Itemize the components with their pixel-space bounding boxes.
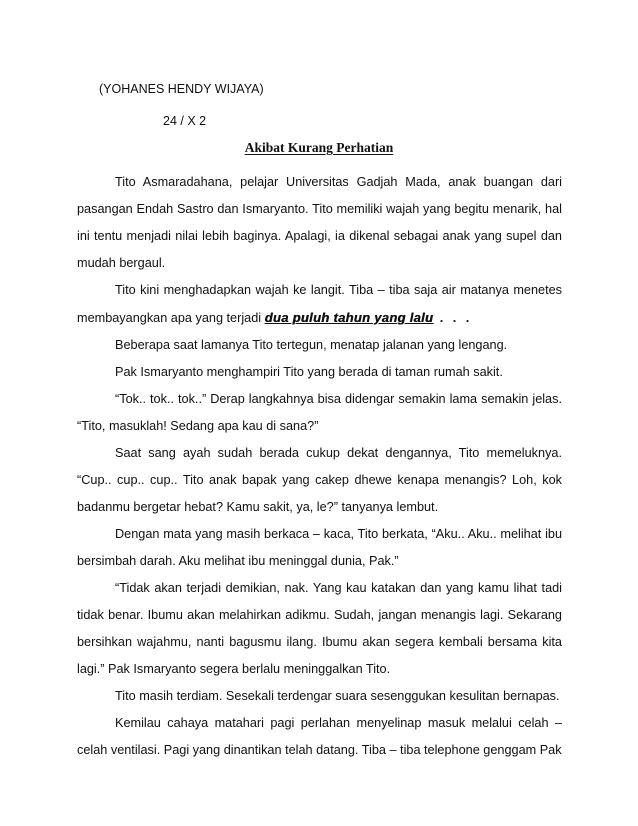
paragraph-3: Beberapa saat lamanya Tito tertegun, menatap jalanan yang lengang. bbox=[115, 338, 508, 352]
story-body bbox=[77, 169, 562, 764]
paragraph-7: Dengan mata yang masih berkaca – kaca, Tito berkata, “Aku.. Aku.. melihat ibu bersimbah darah. Aku melihat ibu meninggal dunia, Pak.” bbox=[77, 527, 562, 568]
paragraph-6: Saat sang ayah sudah berada cukup dekat dengannya, Tito memeluknya. “Cup.. cup.. cup.. Tito anak bapak yang cakep dhewe kenapa menangis? Loh, kok badanmu bergetar hebat? Kamu sakit, ya, le?” tanyanya lembut. bbox=[77, 446, 562, 514]
class-number: 24 / X 2 bbox=[163, 114, 207, 128]
paragraph-10: Kemilau cahaya matahari pagi perlahan menyelinap masuk melalui celah – celah ventilasi. Pagi yang dinantikan telah datang. Tiba – tiba telephone genggam Pak bbox=[77, 716, 562, 757]
paragraph-5: “Tok.. tok.. tok..” Derap langkahnya bisa didengar semakin lama semakin jelas. “Tito, masuklah! Sedang apa kau di sana?” bbox=[77, 392, 562, 433]
paragraph-2-text: Tito kini menghadapkan wajah ke langit. Tiba – tiba saja air matanya menetes membayangkan apa yang terjadi bbox=[77, 283, 562, 325]
paragraph-9: Tito masih terdiam. Sesekali terdengar suara sesenggukan kesulitan bernapas. bbox=[115, 689, 560, 703]
paragraph-2 bbox=[77, 277, 562, 332]
paragraph-8: “Tidak akan terjadi demikian, nak. Yang kau katakan dan yang kamu lihat tadi tidak benar. Ibumu akan melahirkan adikmu. Sudah, jangan menangis lagi. Sekarang bersihkan wajahmu, nanti bagusmu ilang. Ibumu akan segera kembali bersama kita lagi.” Pak Ismaryanto segera berlalu meninggalkan Tito. bbox=[77, 581, 562, 676]
highlighted-phrase: dua puluh tahun yang lalu bbox=[264, 310, 434, 325]
paragraph-4: Pak Ismaryanto menghampiri Tito yang berada di taman rumah sakit. bbox=[115, 365, 503, 379]
ellipsis: . . . bbox=[433, 311, 473, 325]
author-name: (YOHANES HENDY WIJAYA) bbox=[99, 82, 264, 96]
story-title: Akibat Kurang Perhatian bbox=[244, 140, 394, 155]
paragraph-1: Tito Asmaradahana, pelajar Universitas Gadjah Mada, anak buangan dari pasangan Endah Sastro dan Ismaryanto. Tito memiliki wajah yang begitu menarik, hal ini tentu menjadi nilai lebih baginya. Apalagi, ia dikenal sebagai anak yang supel dan mudah bergaul. bbox=[77, 175, 562, 270]
